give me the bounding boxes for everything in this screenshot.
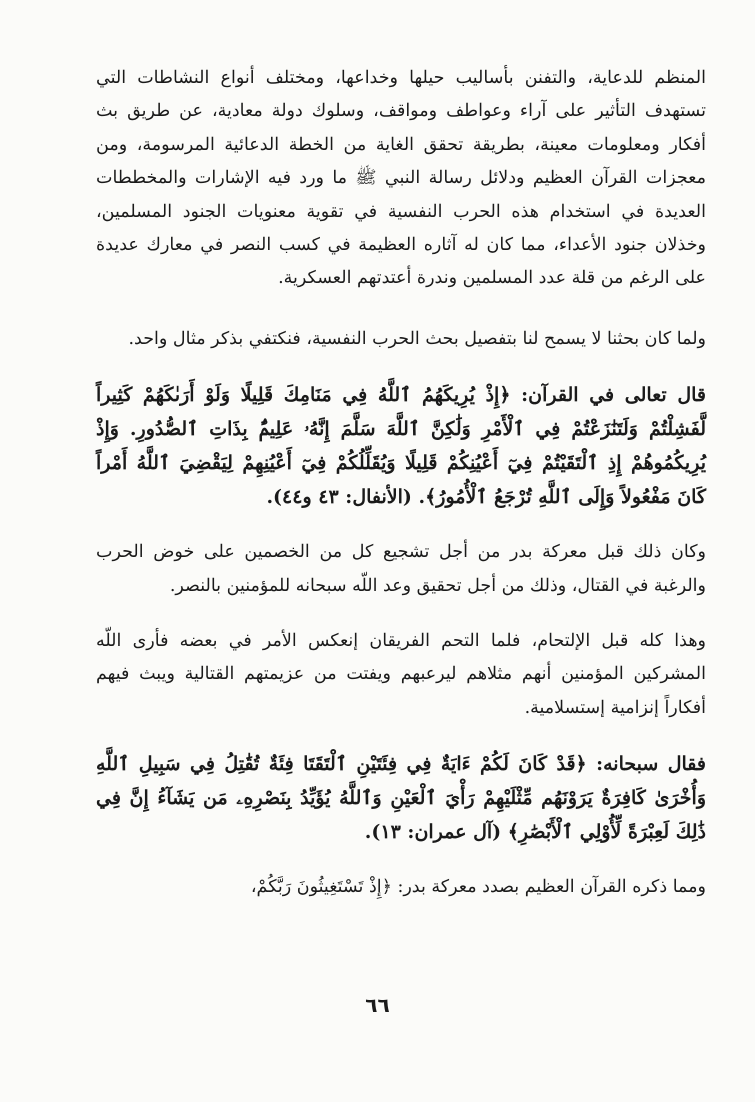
page-number: ٦٦ — [365, 993, 390, 1017]
page-body — [96, 62, 706, 905]
paragraph-badr-mention: ومما ذكره القرآن العظيم بصدد معركة بدر: ﴿إِذْ تَسْتَغِيثُونَ رَبَّكُمْ، — [250, 877, 706, 898]
paragraph-single-example: ولما كان بحثنا لا يسمح لنا بتفصيل بحث الحرب النفسية، فنكتفي بذكر مثال واحد. — [128, 328, 706, 349]
quran-quote-al-imran: فقال سبحانه: ﴿قَدْ كَانَ لَكُمْ ءَايَةٌ فِي فِئَتَيْنِ ٱلْتَقَتَا فِئَةٌ تُقَٰتِلُ فِي سَبِيلِ ٱللَّهِ وَأُخْرَىٰ كَافِرَةٌ يَرَوْنَهُم مِّثْلَيْهِمْ رَأْيَ ٱلْعَيْنِ وَٱللَّهُ يُؤَيِّدُ بِنَصْرِهِۦ مَن يَشَآءُ إِنَّ فِي ذَٰلِكَ لَعِبْرَةً لِّأُوْلِي ٱلْأَبْصَٰرِ﴾ (آل عمران: ١٣). — [96, 753, 706, 844]
paragraph-psychological-warfare: المنظم للدعاية، والتفنن بأساليب حيلها وخداعها، ومختلف أنواع النشاطات التي تستهدف التأثير على آراء وعواطف ومواقف، وسلوك دولة معادية، عن طريق بث أفكار ومعلومات معينة، بطريقة تحقق الغاية من الخطة الدعائية المرسومة، ومن معجزات القرآن العظيم ودلائل رسالة النبي ﷺ ما ورد فيه الإشارات والمخططات العديدة في استخدام هذه الحرب النفسية في تقوية معنويات الجنود المسلمين، وخذلان جنود الأعداء، مما كان له آثاره العظيمة في كسب النصر في معارك عديدة على الرغم من قلة عدد المسلمين وندرة أعتدتهم العسكرية. — [96, 68, 706, 289]
quran-quote-anfal: قال تعالى في القرآن: ﴿إِذْ يُرِيكَهُمُ ٱللَّهُ فِي مَنَامِكَ قَلِيلًا وَلَوْ أَرَىٰكَهُمْ كَثِيراً لَّفَشِلْتُمْ وَلَتَنَٰزَعْتُمْ فِي ٱلْأَمْرِ وَلَٰكِنَّ ٱللَّهَ سَلَّمَ إِنَّهُۥ عَلِيمٌۢ بِذَاتِ ٱلصُّدُورِ. وَإِذْ يُرِيكُمُوهُمْ إِذِ ٱلْتَقَيْتُمْ فِيٓ أَعْيُنِكُمْ قَلِيلًا وَيُقَلِّلُكُمْ فِيٓ أَعْيُنِهِمْ لِيَقْضِيَ ٱللَّهُ أَمْراً كَانَ مَفْعُولاً وَإِلَى ٱللَّهِ تُرْجَعُ ٱلْأُمُورُ﴾. (الأنفال: ٤٣ و٤٤). — [96, 384, 706, 509]
paragraph-engagement: وهذا كله قبل الإلتحام، فلما التحم الفريقان إنعكس الأمر في بعضه فأرى اللّه المشركين المؤمنين أنهم مثلاهم ليرعبهم ويفتت من عزيمتهم القتالية ويبث فيهم أفكاراً إنزامية إستسلامية. — [96, 631, 706, 718]
paragraph-before-badr: وكان ذلك قبل معركة بدر من أجل تشجيع كل من الخصمين على خوض الحرب والرغبة في القتال، وذلك من أجل تحقيق وعد اللّه سبحانه للمؤمنين بالنصر. — [96, 542, 706, 596]
